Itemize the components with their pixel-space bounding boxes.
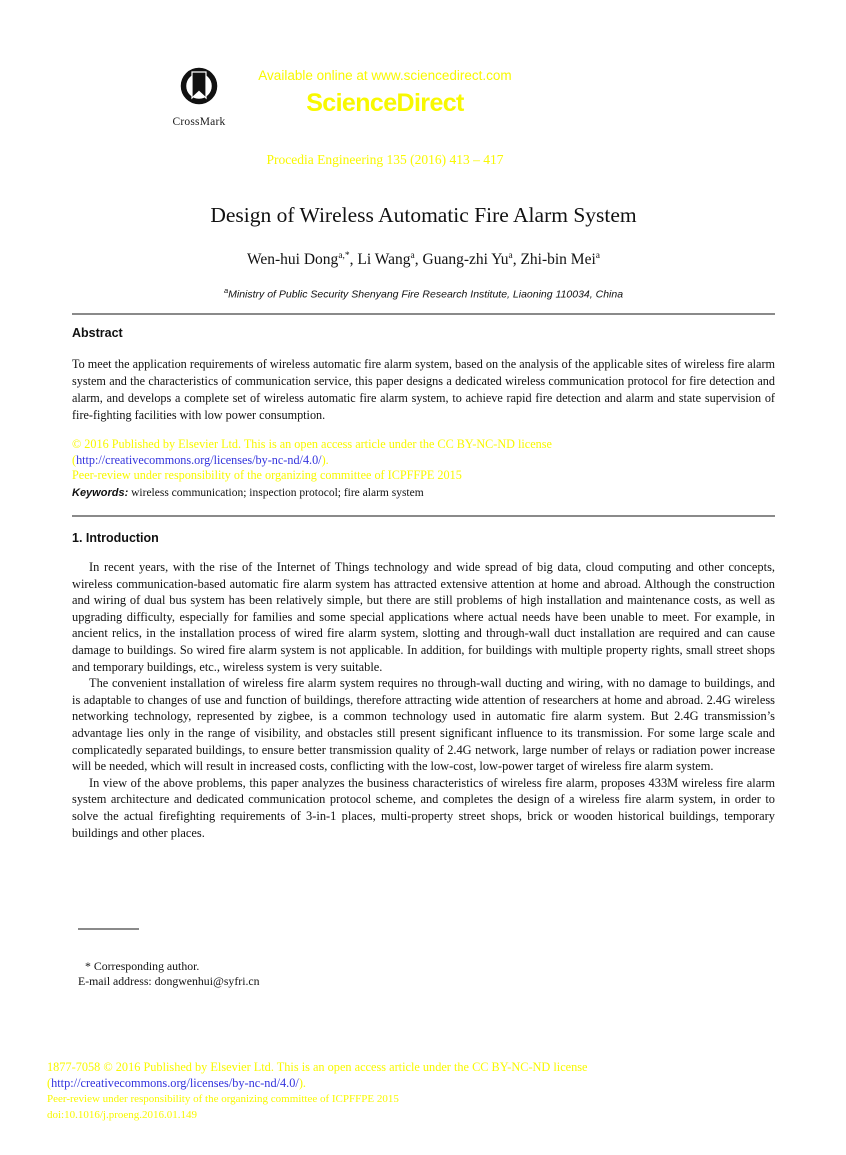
doi-line: doi:10.1016/j.proeng.2016.01.149	[47, 1109, 198, 1121]
affiliation-sup: a	[223, 286, 229, 295]
paren: ).	[321, 452, 329, 467]
page-title: Design of Wireless Automatic Fire Alarm System	[210, 203, 637, 227]
license-block	[72, 437, 775, 484]
keywords-label: Keywords:	[72, 487, 129, 499]
crossmark-label: CrossMark	[172, 116, 226, 128]
paren: ).	[298, 1076, 306, 1090]
paren: (	[72, 452, 77, 467]
authors-line	[72, 251, 775, 269]
abstract-heading: Abstract	[72, 326, 123, 340]
intro-paragraph: In recent years, with the rise of the Internet of Things technology and wide spread of big data, cloud computing and other concepts, wireless communication-based automatic fire alarm system has attracted extensive attention at home and abroad. Although the construction and wiring of dual bus system has been relatively simple, but there are still problems of high installation and maintenance costs, as well as upgrading difficulty, especially for families and some special applications where actual needs have been unable to meet. For example, in ancient relics, in the installation process of wired fire alarm system, slotting and through-wall duct installation are required and can cause damage to buildings. So wired fire alarm system is not applicable. In addition, for buildings with multiple property rights, small street shops and temporary buildings, etc., wireless system is very suitable.	[72, 560, 775, 674]
divider	[72, 313, 775, 315]
author: , Guang-zhi Yu	[414, 251, 509, 269]
imprint-block	[47, 1059, 787, 1123]
issn-license-line: 1877-7058 © 2016 Published by Elsevier Ltd. This is an open access article under the CC BY-NC-ND license	[47, 1060, 588, 1074]
author: , Li Wang	[349, 251, 411, 269]
peer-review-line-footer: Peer-review under responsibility of the organizing committee of ICPFFPE 2015	[47, 1093, 399, 1105]
license-line: © 2016 Published by Elsevier Ltd. This is an open access article under the CC BY-NC-ND license	[72, 437, 552, 451]
author-sup: a,*	[338, 251, 350, 261]
keywords-text: wireless communication; inspection protocol; fire alarm system	[128, 487, 424, 499]
available-online-text: Available online at www.sciencedirect.com	[258, 68, 512, 83]
peer-review-line: Peer-review under responsibility of the organizing committee of ICPFFPE 2015	[72, 468, 462, 483]
abstract-body: To meet the application requirements of wireless automatic fire alarm system, based on the analysis of the applicable sites of wireless fire alarm system and the characteristics of communication service, this paper designs a dedicated wireless communication protocol for fire detection and alarm, and develops a complete set of wireless automatic fire alarm system, to achieve rapid fire detection and alarm and state supervision of fire-fighting facilities with low power consumption.	[72, 357, 775, 422]
footnote-rule	[78, 928, 139, 930]
intro-paragraph: In view of the above problems, this paper analyzes the business characteristics of wireless fire alarm, proposes 433M wireless fire alarm system architecture and dedicated communication protocol scheme, and completes the design of a wireless fire alarm system, in order to solve the actual firefighting requirements of 3-in-1 places, multi-property street shops, brick or wooden historical buildings, temporary buildings and other places.	[72, 775, 775, 840]
author: , Zhi-bin Mei	[512, 251, 596, 269]
corresponding-author-note: * Corresponding author.	[85, 959, 200, 973]
author-sup: a	[508, 251, 513, 261]
intro-paragraph: The convenient installation of wireless fire alarm system requires no through-wall ducting and wiring, with no damage to buildings, and is adaptable to changes of use and function of buildings, therefore attracting wide attention of researchers at home and abroad. 2.4G wireless networking technology, represented by zigbee, is a common technology used in automatic fire alarm system. But 2.4G transmission’s advantage lies only in the range of visibility, and obstacles still present significant influence to its transmission. For some large scale and complicatedly separated buildings, to ensure better transmission quality of 2.4G network, large number of relays or radiation power increase will be needed, which will result in increased costs, conflicting with the low-cost, low-power target of wireless fire alarm system.	[72, 676, 775, 774]
cc-license-link[interactable]: http://creativecommons.org/licenses/by-nc-nd/4.0/	[76, 452, 322, 467]
license-link-line	[72, 453, 775, 469]
paren: (	[47, 1076, 52, 1090]
divider	[72, 515, 775, 517]
journal-citation-line: Procedia Engineering 135 (2016) 413 – 417	[266, 152, 504, 167]
affiliation-line	[72, 286, 775, 301]
email-note: E-mail address: dongwenhui@syfri.cn	[78, 973, 260, 988]
journal-header	[125, 68, 645, 118]
author: Wen-hui Dong	[247, 251, 339, 269]
section-heading-introduction: 1. Introduction	[72, 531, 159, 545]
imprint-link-line	[47, 1075, 787, 1091]
author-sup: a	[410, 251, 415, 261]
cc-license-link-footer[interactable]: http://creativecommons.org/licenses/by-nc-nd/4.0/	[51, 1076, 299, 1090]
author-sup: a	[595, 251, 600, 261]
keywords-line	[72, 487, 775, 499]
introduction-body	[72, 559, 775, 841]
sciencedirect-logo: ScienceDirect	[306, 89, 464, 117]
affiliation-text: Ministry of Public Security Shenyang Fire Research Institute, Liaoning 110034, China	[228, 288, 624, 301]
footnote-block	[78, 959, 478, 988]
